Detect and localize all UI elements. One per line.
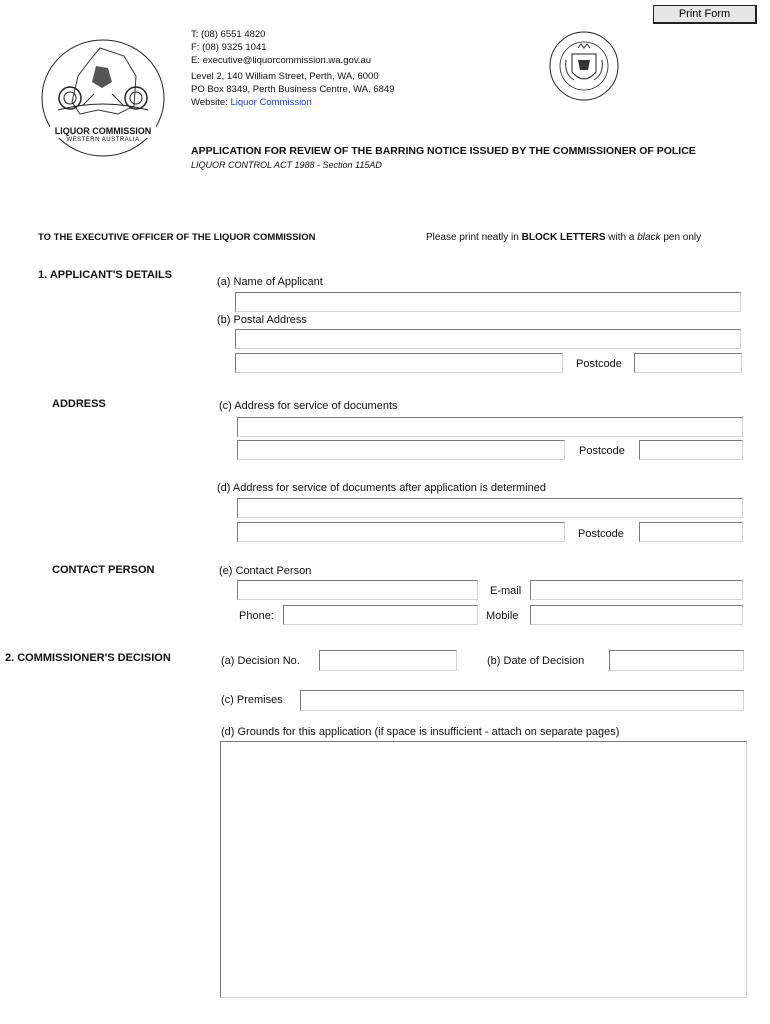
website-link[interactable]: Liquor Commission <box>230 97 312 108</box>
logo-subtitle: WESTERN AUSTRALIA <box>66 137 140 143</box>
form-subtitle: LIQUOR CONTROL ACT 1988 - Section 115AD <box>191 160 382 170</box>
service-address-label: (c) Address for service of documents <box>219 400 398 412</box>
contact-phone: T: (08) 6551 4820 <box>191 29 266 40</box>
form-title: APPLICATION FOR REVIEW OF THE BARRING NOTICE ISSUED BY THE COMMISSIONER OF POLICE <box>191 145 696 157</box>
postal-postcode-label: Postcode <box>576 358 622 370</box>
after-address-line1-input[interactable] <box>237 498 743 518</box>
logo-name: LIQUOR COMMISSION <box>54 126 152 136</box>
contact-person-label: (e) Contact Person <box>219 565 312 577</box>
grounds-textarea[interactable] <box>220 741 747 998</box>
after-postcode-label: Postcode <box>578 528 624 540</box>
contact-fax: F: (08) 9325 1041 <box>191 42 267 53</box>
contact-email: E: executive@liquorcommission.wa.gov.au <box>191 55 372 66</box>
date-of-decision-label: (b) Date of Decision <box>487 655 585 667</box>
contact-person-heading: CONTACT PERSON <box>52 564 155 576</box>
website-label: Website: <box>191 97 228 108</box>
contact-address: Level 2, 140 William Street, Perth, WA, 6000 <box>191 71 379 82</box>
email-label: E-mail <box>490 585 522 597</box>
section-applicant-details-heading: 1. APPLICANT'S DETAILS <box>38 269 173 281</box>
mobile-input[interactable] <box>530 605 743 625</box>
contact-po-box: PO Box 8349, Perth Business Centre, WA, 6849 <box>191 84 395 95</box>
email-input[interactable] <box>530 580 743 600</box>
after-address-line2-input[interactable] <box>237 522 565 542</box>
contact-block <box>191 28 394 109</box>
service-postcode-label: Postcode <box>579 445 625 457</box>
premises-input[interactable] <box>300 690 744 711</box>
phone-label: Phone: <box>239 610 274 622</box>
postal-address-line2-input[interactable] <box>235 353 563 373</box>
addressee: TO THE EXECUTIVE OFFICER OF THE LIQUOR COMMISSION <box>38 232 316 243</box>
service-address-line2-input[interactable] <box>237 440 565 460</box>
name-of-applicant-input[interactable] <box>235 292 741 312</box>
print-instruction: Please print neatly in BLOCK LETTERS with a black pen only <box>426 232 702 243</box>
postal-postcode-input[interactable] <box>634 353 742 373</box>
service-postcode-input[interactable] <box>639 440 743 460</box>
liquor-commission-logo <box>38 36 168 164</box>
name-of-applicant-label: (a) Name of Applicant <box>217 276 323 288</box>
service-address-line1-input[interactable] <box>237 417 743 437</box>
date-of-decision-input[interactable] <box>609 650 744 671</box>
postal-address-label: (b) Postal Address <box>217 314 307 326</box>
contact-person-input[interactable] <box>237 580 478 600</box>
after-determined-address-label: (d) Address for service of documents after application is determined <box>217 482 546 494</box>
premises-label: (c) Premises <box>221 694 283 706</box>
address-heading: ADDRESS <box>52 398 106 410</box>
decision-no-label: (a) Decision No. <box>221 655 300 667</box>
after-postcode-input[interactable] <box>639 522 743 542</box>
postal-address-line1-input[interactable] <box>235 329 741 349</box>
contact-website <box>191 96 394 109</box>
phone-input[interactable] <box>283 605 478 625</box>
grounds-label: (d) Grounds for this application (if space is insufficient - attach on separate pages) <box>221 726 620 738</box>
print-form-button[interactable]: Print Form <box>653 5 757 24</box>
section-commissioners-decision-heading: 2. COMMISSIONER'S DECISION <box>5 652 171 664</box>
government-seal <box>548 30 620 102</box>
decision-no-input[interactable] <box>319 650 457 671</box>
mobile-label: Mobile <box>486 610 519 622</box>
